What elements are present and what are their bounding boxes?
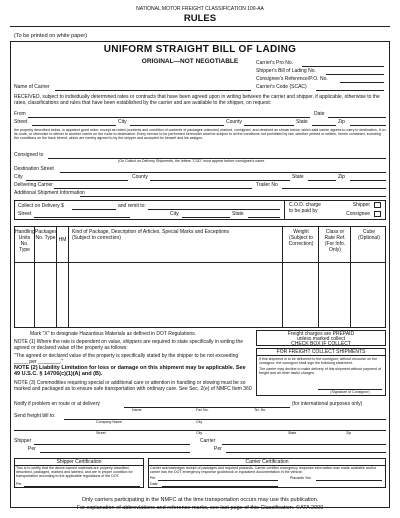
carrier-cert-title: Carrier Certification — [245, 459, 289, 465]
consignee-option-label: Consignee — [346, 211, 370, 217]
cod-amount-line[interactable] — [72, 209, 116, 210]
carrier-cert-date: Date — [150, 482, 158, 486]
carriers-pro-line[interactable] — [302, 66, 384, 67]
carrier-per-line[interactable] — [226, 452, 386, 453]
unless-marked-label: unless marked collect — [296, 336, 346, 342]
property-text: the property described below, in apparent good order, except as noted (contents and condition of contents of packages unknown) marked, consigned, and destined as shown below, which said carrier agrees to carry to destination, if on its route, or otherwise to deliver to another carrier on the route to destination. Every service to be performed hereunder shall be subject to all the conditions not prohibited by law, whether printed or written, herein contained, including the conditions on the back hereof, which are hereby agreed to by the shipper and accepted for himself and his assigns. — [14, 128, 386, 141]
send-bill-label: Send freight bill to: — [14, 413, 56, 419]
received-text: RECEIVED, subject to individually determined rates or contracts that have been agreed upon in writing between the carrier and shipper, if applicable, otherwise to the rates, classifications and rules that have been established by the carrier and are available to the shipper, on request: — [14, 94, 380, 106]
dest-county-line[interactable] — [150, 180, 290, 181]
col-divider-5 — [318, 226, 319, 328]
date-line[interactable] — [328, 117, 386, 118]
consignor-signature-label: (Signature of Consignor) — [330, 390, 370, 394]
destination-street-label: Destination Street — [14, 166, 54, 172]
notify-intl-label: (for international purposes only) — [292, 401, 363, 407]
from-city-line[interactable] — [130, 125, 224, 126]
footer-line-2: For explanation of abbreviations and reference marks, see last page of this Classification. ©ATA 2000 — [76, 505, 324, 511]
class-header: Class or Rate Ref. (For Info. Only) — [324, 229, 346, 253]
col-divider-1 — [34, 226, 35, 328]
note-2: NOTE (2) Liability Limitation for loss or damage on this shipment may be applicable. See 49 U.S.C. § 14706(c)(1)(A) and (B). — [14, 365, 246, 378]
date-label: Date — [314, 111, 325, 117]
consignees-ref-line[interactable] — [340, 82, 384, 83]
freight-collect-title: FOR FREIGHT COLLECT SHIPMENTS — [276, 349, 366, 355]
from-county-label: County — [226, 119, 242, 125]
shipper-checkbox[interactable] — [374, 202, 381, 208]
dest-zip-label: Zip — [338, 174, 345, 180]
cod-charge-label: C.O.D. charge — [289, 202, 321, 208]
delivering-carrier-line[interactable] — [54, 188, 252, 189]
from-label: From — [14, 111, 26, 117]
shipper-cert-per: Per — [16, 482, 22, 486]
to-be-paid-label: to be paid by — [289, 208, 318, 214]
cod-consignee-note: (On Collect on Delivery Shipments, the letters "COD" must appear before consignee's name. — [118, 159, 266, 163]
agreed-value-text: "The agreed or declared value of the property is specifically stated by the shipper to be not exceeding _____ per ________." — [14, 353, 239, 365]
consignee-checkbox[interactable] — [374, 211, 381, 217]
bill-state-label: State — [288, 431, 297, 435]
shipper-per-line[interactable] — [40, 452, 190, 453]
form-title: UNIFORM STRAIGHT BILL OF LADING — [103, 44, 297, 55]
cod-street-label: Street — [18, 211, 32, 217]
freight-collect-text2: The carrier may decline to make delivery of this shipment without payment of freight and all other lawful charges. — [259, 367, 382, 376]
name-of-carrier-label: Name of Carrier — [14, 84, 50, 90]
dest-state-line[interactable] — [308, 180, 336, 181]
carriers-code-line[interactable] — [316, 90, 384, 91]
col-divider-6 — [350, 226, 351, 328]
carrier-sign-line[interactable] — [222, 444, 386, 445]
print-note: (To be printed on white paper) — [14, 33, 88, 39]
notify-label: Notify if problem en route or at delivery — [14, 401, 100, 407]
section-title: RULES — [183, 13, 217, 24]
hm-header: HM — [58, 237, 67, 243]
dest-city-label: City — [14, 174, 23, 180]
from-street-label: Street — [14, 119, 28, 125]
notify-name-label: Name — [132, 408, 142, 412]
from-state-line[interactable] — [312, 125, 336, 126]
dest-zip-line[interactable] — [350, 180, 386, 181]
bill-city2-label: City — [196, 431, 203, 435]
dest-state-label: State — [292, 174, 304, 180]
carrier-sign-label: Carrier — [200, 438, 216, 444]
description-header: Kind of Package, Description of Articles, Special Marks and Exceptions — [72, 229, 230, 235]
header-rule — [10, 26, 390, 27]
hazmat-mark-note: Mark "X" to designate Hazardous Materials as defined in DOT Regulations. — [30, 331, 197, 337]
additional-info-label: Additional Shipment Information — [14, 190, 85, 196]
shipper-cert-title: Shipper Certification — [56, 459, 102, 465]
table-header-rule — [14, 262, 386, 263]
description-subheader: (Subject to correction) — [72, 235, 121, 241]
cod-amount-label: Collect on Delivery $ — [18, 203, 64, 209]
shippers-bol-label: Shipper's Bill of Lading No. — [256, 68, 316, 74]
trailer-no-line[interactable] — [282, 188, 386, 189]
carriers-code-label: Carrier's Code (SCAC) — [256, 84, 307, 90]
note-3: NOTE (3) Commodities requiring special or additional care or attention in handling or stowing must be so marked and packaged as to ensure safe transportation with ordinary care. See Sec. 2(e) of NMFC Item 360 — [14, 380, 252, 392]
from-city-label: City — [118, 119, 127, 125]
shipper-sign-line[interactable] — [34, 444, 190, 445]
name-of-carrier-line[interactable] — [55, 90, 251, 91]
shippers-bol-line[interactable] — [326, 74, 384, 75]
bill-zip-label: Zip — [346, 431, 351, 435]
consignees-ref-label: Consignee's Reference/P.O. No. — [256, 76, 328, 82]
from-line[interactable] — [28, 117, 310, 118]
bill-company-label: Company Name — [96, 420, 122, 424]
additional-info-line[interactable] — [80, 196, 386, 197]
carrier-cert-per-line[interactable] — [158, 480, 278, 481]
dest-county-label: County — [132, 174, 148, 180]
bill-city-label: City — [196, 420, 203, 424]
placards-label: Placards Yes — [290, 476, 311, 480]
shipper-per-label: Per — [28, 446, 36, 452]
shipper-cert-text: This is to certify that the above-named materials are properly classified, described, packaged, marked and labeled, and are in proper condition for transportation according to the applicable regulations of the DOT. — [16, 466, 133, 479]
carrier-cert-text: Carrier acknowledges receipt of packages and required placards. Carrier certifies emergency response information was made available and/or carrier has the DOT emergency response guidebook or equivalent documentation in the vehicle. — [150, 466, 377, 475]
cod-street-line[interactable] — [34, 217, 130, 218]
col-divider-3 — [68, 226, 69, 328]
carrier-cert-date-line[interactable] — [162, 486, 278, 487]
cod-city-line[interactable] — [182, 217, 230, 218]
consigned-label: Consigned to — [14, 152, 44, 158]
freight-prepaid-label: Freight charges are PREPAID — [287, 331, 355, 337]
note-1: NOTE (1) Where the rate is dependent on value, shippers are required to state specifically in writing the agreed or declared value of the property as follows: — [14, 339, 244, 351]
dest-city-line[interactable] — [26, 180, 128, 181]
classification-header: NATIONAL MOTOR FREIGHT CLASSIFICATION 100-AA — [136, 6, 264, 12]
check-box-collect-label: CHECK BOX IF COLLECT — [291, 341, 351, 347]
from-zip-line[interactable] — [350, 125, 386, 126]
shipper-cert-per-line[interactable] — [24, 486, 140, 487]
carriers-pro-label: Carrier's Pro No. — [256, 60, 294, 66]
remit-to-line[interactable] — [148, 209, 280, 210]
from-state-label: State — [296, 119, 308, 125]
cod-city-label: City — [170, 211, 179, 217]
cod-state-label: State — [232, 211, 244, 217]
form-subtitle: ORIGINAL—NOT NEGOTIABLE — [141, 58, 239, 65]
col-divider-4 — [282, 226, 283, 328]
shipper-option-label: Shipper — [352, 202, 370, 208]
destination-street-line[interactable] — [60, 172, 386, 173]
from-county-line[interactable] — [244, 125, 294, 126]
weight-header: Weight (Subject to Correction) — [288, 229, 314, 247]
packages-header: Packages No. Type — [35, 229, 57, 241]
notify-fax-label: Fax No. — [196, 408, 209, 412]
notify-tel-label: Tel. No. — [254, 408, 267, 412]
carrier-cert-per: Per — [150, 476, 156, 480]
freight-collect-rule — [256, 355, 386, 356]
shipper-sign-label: Shipper — [14, 438, 32, 444]
bill-street-label: Street — [96, 431, 106, 435]
handling-units-header: Handling Units No. Type — [15, 229, 35, 253]
from-zip-label: Zip — [338, 119, 345, 125]
footer-line-1: Only carriers participating in the NMFC at the time transportation occurs may use this publication. — [81, 497, 319, 503]
placards-line[interactable] — [316, 480, 382, 481]
trailer-no-label: Trailer No — [256, 182, 278, 188]
freight-collect-text: If this shipment is to be delivered to the consignor, without recourse on the consignor, the consignor shall sign the following statement. — [259, 357, 378, 366]
remit-to-label: and remit to: — [118, 203, 146, 209]
cod-divider — [284, 200, 285, 220]
cod-state-line[interactable] — [248, 217, 280, 218]
cube-header: Cube (Optional) — [358, 229, 380, 241]
delivering-carrier-label: Delivering Carrier — [14, 182, 53, 188]
carrier-per-label: Per — [214, 446, 222, 452]
from-street-line[interactable] — [32, 125, 116, 126]
